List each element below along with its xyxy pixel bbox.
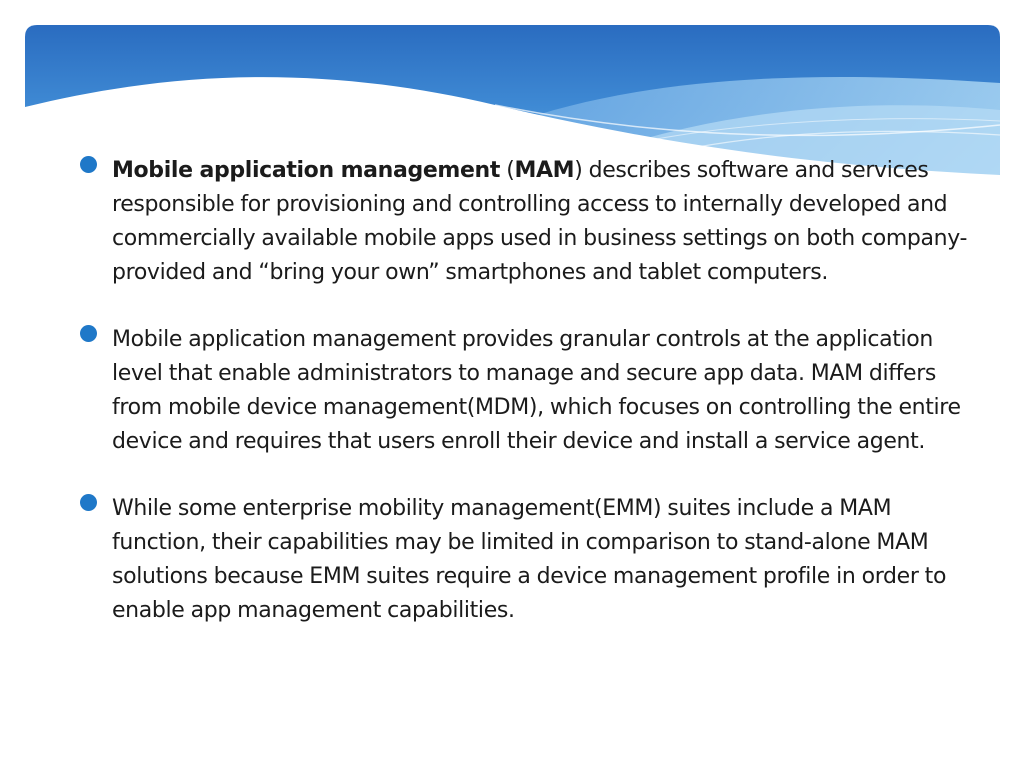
close-paren: ) (574, 158, 583, 183)
bullet-item-mam-controls (78, 323, 988, 459)
bullet-item-mam-definition (78, 154, 988, 290)
open-paren: ( (500, 158, 515, 183)
bullet-list (78, 154, 988, 661)
bullet-text: While some enterprise mobility management(EMM) suites include a MAM function, their capabilities may be limited in comparison to stand-alone MAM solutions because EMM suites require a device management profile in order to enable app management capabilities. (112, 496, 947, 623)
bold-abbreviation: MAM (514, 158, 575, 183)
bullet-item-emm-comparison (78, 492, 988, 628)
bullet-dot-icon (80, 494, 97, 511)
bullet-body-text: describes software and services responsible for provisioning and controlling access to internally developed and commercially available mobile apps used in business settings on both company-provided and “bring your own” smartphones and tablet computers. (112, 158, 968, 285)
bullet-dot-icon (80, 325, 97, 342)
bullet-dot-icon (80, 156, 97, 173)
header-wave-banner (25, 25, 1000, 175)
bullet-text (112, 154, 988, 290)
bullet-text: Mobile application management provides granular controls at the application level that enable administrators to manage and secure app data. MAM differs from mobile device management(MDM), which focuses on controlling the entire device and requires that users enroll their device and install a service agent. (112, 327, 961, 454)
bold-term: Mobile application management (112, 158, 501, 183)
